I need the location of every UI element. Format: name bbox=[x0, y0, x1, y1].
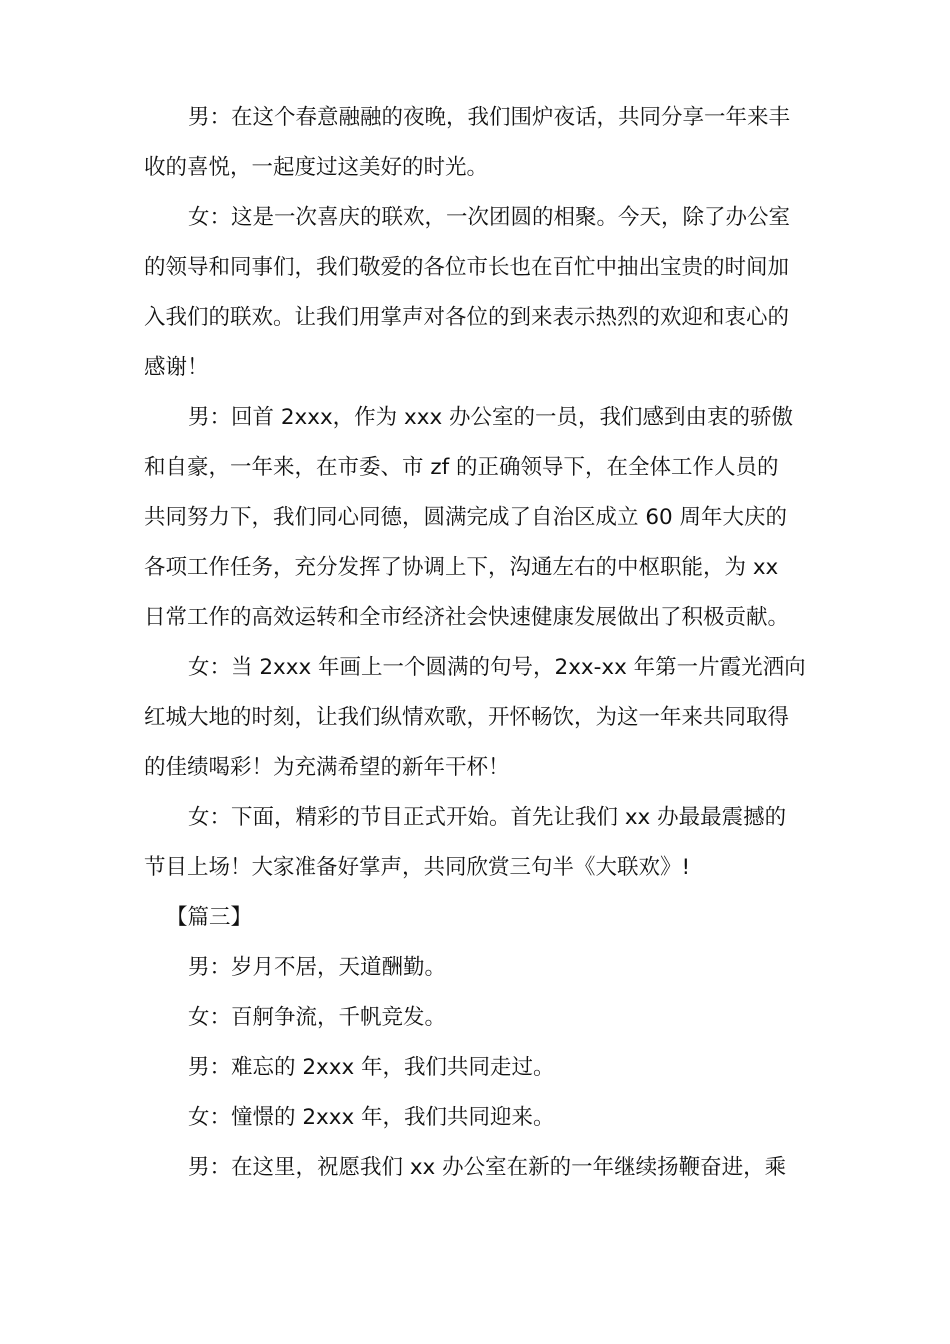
dialogue-line: 女：憧憬的 2xxx 年，我们共同迎来。 bbox=[188, 1105, 555, 1130]
paragraph-line: 入我们的联欢。让我们用掌声对各位的到来表示热烈的欢迎和衷心的 bbox=[144, 305, 790, 330]
paragraph-1 bbox=[144, 93, 810, 193]
dialogue-line: 男：难忘的 2xxx 年，我们共同走过。 bbox=[188, 1055, 555, 1080]
short-lines bbox=[144, 943, 810, 1193]
paragraph-line: 男：在这个春意融融的夜晚，我们围炉夜话，共同分享一年来丰 bbox=[188, 105, 791, 130]
section-heading: 【篇三】 bbox=[166, 905, 253, 930]
paragraph-line: 节目上场！大家准备好掌声，共同欣赏三句半《大联欢》! bbox=[144, 855, 691, 880]
dialogue-line: 男：在这里，祝愿我们 xx 办公室在新的一年继续扬鞭奋进，乘 bbox=[188, 1155, 787, 1180]
paragraph-line: 女：这是一次喜庆的联欢，一次团圆的相聚。今天，除了办公室 bbox=[188, 205, 791, 230]
dialogue-line: 男：岁月不居，天道酬勤。 bbox=[188, 955, 447, 980]
paragraph-line: 女：当 2xxx 年画上一个圆满的句号，2xx-xx 年第一片霞光洒向 bbox=[188, 655, 806, 680]
paragraph-line: 感谢！ bbox=[144, 355, 209, 380]
paragraph-line: 红城大地的时刻，让我们纵情欢歌，开怀畅饮，为这一年来共同取得 bbox=[144, 705, 790, 730]
paragraph-line: 女：下面，精彩的节目正式开始。首先让我们 xx 办最最震撼的 bbox=[188, 805, 787, 830]
paragraph-line: 日常工作的高效运转和全市经济社会快速健康发展做出了积极贡献。 bbox=[144, 605, 790, 630]
paragraph-line: 各项工作任务，充分发挥了协调上下，沟通左右的中枢职能，为 xx bbox=[144, 555, 779, 580]
paragraph-5 bbox=[144, 793, 810, 893]
paragraph-line: 男：回首 2xxx，作为 xxx 办公室的一员，我们感到由衷的骄傲 bbox=[188, 405, 794, 430]
paragraph-line: 的佳绩喝彩！为充满希望的新年干杯！ bbox=[144, 755, 510, 780]
paragraph-line: 收的喜悦，一起度过这美好的时光。 bbox=[144, 155, 489, 180]
document-body bbox=[144, 93, 810, 1193]
paragraph-2 bbox=[144, 193, 810, 393]
paragraph-4 bbox=[144, 643, 810, 793]
paragraph-3 bbox=[144, 393, 810, 643]
paragraph-line: 的领导和同事们，我们敬爱的各位市长也在百忙中抽出宝贵的时间加 bbox=[144, 255, 790, 280]
paragraph-line: 和自豪，一年来，在市委、市 zf 的正确领导下，在全体工作人员的 bbox=[144, 455, 779, 480]
paragraph-line: 共同努力下，我们同心同德，圆满完成了自治区成立 60 周年大庆的 bbox=[144, 505, 788, 530]
dialogue-line: 女：百舸争流，千帆竞发。 bbox=[188, 1005, 447, 1030]
